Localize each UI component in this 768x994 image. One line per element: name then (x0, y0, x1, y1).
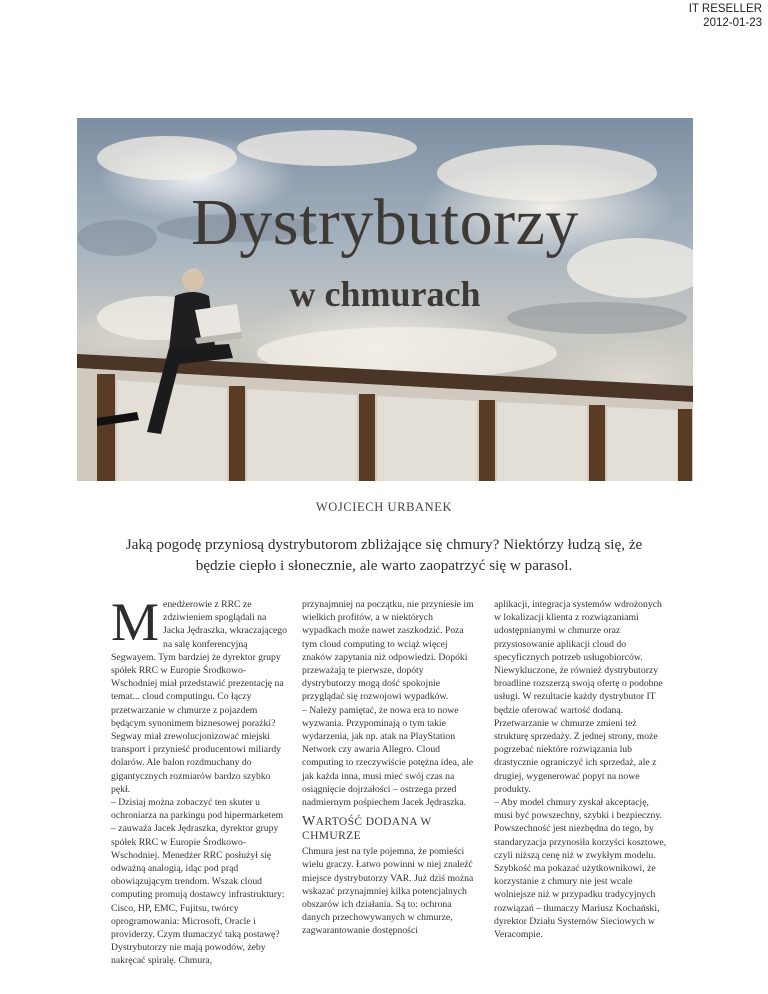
paragraph: – Aby model chmury zyskał akceptację, musi być powszechny, szybki i bezpieczny. Powszechność jest niezbędna do tego, by standaryzacja przynosiła korzyści kosztowe, czyli niższą cenę niż w zwykłym modelu. Szybkość ma pokazać użytkownikowi, że korzystanie z chmury nie jest wcale wolniejsze niż w przypadku tradycyjnych rozwiązań – tłumaczy Mariusz Kochański, dyrektor Działu Systemów Sieciowych w Veracompie. (494, 797, 667, 941)
text-column-1 (111, 592, 287, 968)
drop-cap: M (111, 592, 160, 652)
paragraph: – Należy pamiętać, że nowa era to nowe wyzwania. Przypominają o tym takie wydarzenia, jak np. atak na PlayStation Network czy awaria Allegro. Cloud computing to rzeczywiście potężna idea, ale jak każda inna, musi mieć swój czas na osiągnięcie dojrzałości – ostrzega przed nadmiernym pośpiechem Jacek Jędraszka. (302, 704, 474, 809)
hero-photo (77, 118, 693, 481)
paragraph: przynajmniej na początku, nie przyniesie im wielkich profitów, a w niektórych wypadkach może nawet zaszkodzić. Poza tym cloud computing to wciąż więcej znaków zapytania niż odpowiedzi. Dopóki przeważają te pierwsze, dopóty dystrybutorzy mogą dość spokojnie przyglądać się rozwojowi wypadków. (302, 599, 474, 703)
article-lead: Jaką pogodę przyniosą dystrybutorom zbliżające się chmury? Niektórzy łudzą się, że będzie ciepło i słonecznie, ale warto zaopatrzyć się w parasol. (125, 536, 643, 574)
paragraph: – Dzisiaj można zobaczyć ten skuter u ochroniarza na parkingu pod hipermarketem – zauważa Jacek Jędraszka, dyrektor grupy spółek RRC w Europie Środkowo-Wschodniej. Menedżer RRC posłużył się odważną analogią, idąc pod prąd obowiązującym trendom. Wszak cloud computing promują dostawcy infrastruktury: Cisco, HP, EMC, Fujitsu, twórcy oprogramowania: Microsoft, Oracle i providerzy. Czym tłumaczyć taką postawę? Dystrybutorzy nie mają powodów, żeby nakręcać spiralę. Chmura, (111, 797, 285, 967)
article-subtitle: w chmurach (289, 274, 481, 314)
paragraph: aplikacji, integracja systemów wdrożonych w lokalizacji klienta z rozwiązaniami udostępnianymi w chmurze oraz przystosowanie aplikacji cloud do specyficznych potrzeb usługobiorców. Niewykluczone, że również dystrybutorzy broadline rozszerzą swoją ofertę o podobne usługi. W rezultacie każdy dystrybutor IT będzie oferować wartość dodaną. Przetwarzanie w chmurze zmieni też strukturę sprzedaży. Z jednej strony, może pogrzebać niektóre rozwiązania lub drastycznie ograniczyć ich sprzedaż, ale z drugiej, wygenerować popyt na nowe produkty. (494, 599, 663, 795)
text-column-3 (494, 598, 670, 941)
paragraph: Chmura jest na tyle pojemna, że pomieści wielu graczy. Łatwo powinni w niej znaleźć miejsce dystrybutorzy VAR. Już dziś można wskazać przynajmniej kilka potencjalnych obszarów ich działania. Są to: ochrona danych przechowywanych w chmurze, zagwarantowanie dostępności (302, 846, 474, 937)
article-title: Dystrybutorzy (191, 186, 579, 259)
author-name: WOJCIECH URBANEK (315, 500, 453, 514)
text-column-2 (302, 598, 478, 938)
section-heading: WARTOŚĆ DODANA W CHMURZE (302, 814, 432, 843)
publication-date: 2012-01-23 (703, 17, 762, 29)
publication-name: IT RESELLER (688, 3, 762, 15)
publication-stamp (689, 2, 762, 30)
paragraph: enedżerowie z RRC ze zdziwieniem spoglądali na Jacka Jędraszka, wkraczającego na salę konferencyjną Segwayem. Tym bardziej że dyrektor grupy spółek RRC w Europie Środkowo-Wschodniej miał przedstawić prezentację na temat... cloud computingu. Co łączy przetwarzanie w chmurze z pojazdem będącym synonimem biznesowej porażki? Segway miał zrewolucjonizować miejski transport i przynieść producentowi miliardy dolarów. Ale balon rozdmuchany do gigantycznych rozmiarów bardzo szybko pękł. (111, 599, 287, 795)
